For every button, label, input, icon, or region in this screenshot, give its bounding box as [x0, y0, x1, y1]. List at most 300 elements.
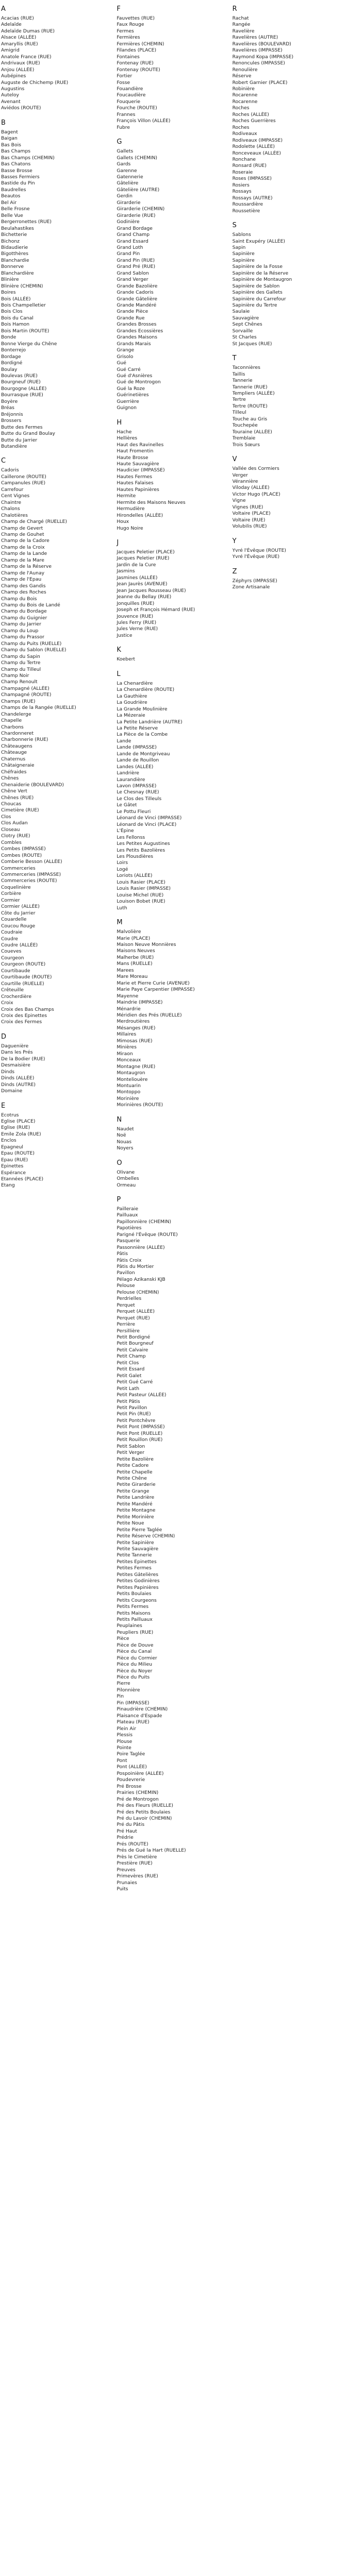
street-link[interactable]: Grande Pièce — [117, 309, 148, 315]
street-link[interactable]: Basse Brosse — [1, 167, 32, 174]
street-link[interactable]: Champ du Tilleul — [1, 666, 41, 672]
street-link[interactable]: Pièce du Canal — [117, 1649, 152, 1655]
street-link[interactable]: Grande Cadoris — [117, 290, 154, 296]
street-link[interactable]: Gué Carré — [117, 366, 141, 372]
street-link[interactable]: Bois Martin (ROUTE) — [1, 328, 49, 334]
street-link[interactable]: Charbonnerie (RUE) — [1, 737, 48, 743]
street-link[interactable]: Petit Lath — [117, 1385, 140, 1392]
street-link[interactable]: Anatole France (RUE) — [1, 54, 52, 60]
street-link[interactable]: Pailluaux — [117, 1212, 138, 1218]
street-link[interactable]: Commerceries — [1, 865, 36, 871]
street-link[interactable]: Gué de Montrogon — [117, 379, 161, 385]
street-link[interactable]: Marie Paye Carpentier (IMPASSE) — [117, 987, 195, 993]
street-link[interactable]: Champ de Gouhet — [1, 531, 44, 537]
street-link[interactable]: La Pièce de la Combe — [117, 732, 168, 738]
street-link[interactable]: Champ du Jarrier — [1, 621, 41, 628]
street-link[interactable]: Petit Bourgneuf — [117, 1341, 154, 1347]
street-link[interactable]: Jonquilles (RUE) — [117, 600, 155, 606]
street-link[interactable]: Vignes (RUE) — [232, 504, 263, 510]
street-link[interactable]: Bourgogne (ALLÉE) — [1, 385, 47, 392]
street-link[interactable]: Jules Ferry (RUE) — [117, 619, 157, 625]
street-link[interactable]: Montuarin — [117, 1082, 141, 1089]
street-link[interactable]: Fontaines — [117, 54, 140, 60]
street-link[interactable]: Aubépines — [1, 73, 26, 79]
street-link[interactable]: Baudrelles — [1, 187, 26, 193]
street-link[interactable]: Bonterrejo — [1, 347, 26, 353]
street-link[interactable]: Primevères (RUE) — [117, 1873, 158, 1879]
street-link[interactable]: Champ du Bordage — [1, 608, 47, 615]
street-link[interactable]: Pilonnière — [117, 1687, 140, 1693]
street-link[interactable]: Petit Pasteur (ALLÉE) — [117, 1392, 167, 1398]
street-link[interactable]: Preuves — [117, 1867, 136, 1873]
street-link[interactable]: Guérinetières — [117, 392, 149, 398]
street-link[interactable]: Perquet — [117, 1302, 135, 1308]
street-link[interactable]: Champ du Sapin — [1, 653, 40, 659]
street-link[interactable]: La Petite Réserve — [117, 725, 158, 731]
street-link[interactable]: Etang — [1, 1182, 15, 1189]
street-link[interactable]: Prédrie — [117, 1835, 134, 1841]
street-link[interactable]: Bourgneuf (RUE) — [1, 379, 41, 385]
street-link[interactable]: La Chenardière — [117, 680, 153, 686]
street-link[interactable]: Grand Bordage — [117, 225, 153, 231]
street-link[interactable]: Marie (PLACE) — [117, 935, 151, 941]
street-link[interactable]: Petite Noue — [117, 1520, 144, 1527]
street-link[interactable]: Sapinière de la Réserve — [232, 270, 289, 276]
street-link[interactable]: Champ de la Croix — [1, 544, 45, 550]
street-link[interactable]: Coudre — [1, 936, 18, 942]
street-link[interactable]: Fontenay (ROUTE) — [117, 66, 160, 73]
street-link[interactable]: Petites Fermes — [117, 1565, 152, 1571]
street-link[interactable]: Rachat — [232, 15, 249, 21]
street-link[interactable]: Poudevrerie — [117, 1777, 145, 1783]
street-link[interactable]: Petite Sauvagière — [117, 1546, 159, 1552]
street-link[interactable]: Pin (IMPASSE) — [117, 1700, 150, 1706]
street-link[interactable]: Pièce de Douve — [117, 1642, 154, 1648]
street-link[interactable]: Roches — [232, 124, 250, 130]
street-link[interactable]: Touchepée — [232, 422, 258, 429]
street-link[interactable]: Gué d'Asnières — [117, 373, 153, 379]
street-link[interactable]: Bergerronettes (RUE) — [1, 219, 52, 225]
street-link[interactable]: Bois (ALLÉE) — [1, 296, 31, 302]
street-link[interactable]: Courgeon — [1, 955, 24, 961]
street-link[interactable]: Champs (RUE) — [1, 698, 36, 704]
street-link[interactable]: Jacques Peletier (RUE) — [117, 555, 170, 562]
street-link[interactable]: Butandière — [1, 444, 27, 449]
street-link[interactable]: Champ Renoult — [1, 679, 38, 685]
street-link[interactable]: Ronsard (RUE) — [232, 163, 267, 169]
street-link[interactable]: Prunaies — [117, 1879, 137, 1886]
street-link[interactable]: Beautos — [1, 193, 21, 199]
street-link[interactable]: Renoncules (IMPASSE) — [232, 60, 285, 66]
street-link[interactable]: Petite Sapinière — [117, 1539, 154, 1546]
street-link[interactable]: Petits Fermes — [117, 1604, 149, 1610]
street-link[interactable]: Ecotrus — [1, 1112, 19, 1118]
street-link[interactable]: Croix des Epinettes — [1, 1012, 47, 1019]
street-link[interactable]: Chéfraides — [1, 769, 27, 775]
street-link[interactable]: Gué la Roze — [117, 385, 145, 392]
street-link[interactable]: Blanchardière — [1, 270, 34, 276]
street-link[interactable]: Montaugron — [117, 1070, 145, 1076]
street-link[interactable]: Pré Brosse — [117, 1783, 142, 1789]
street-link[interactable]: Jacques Peletier (PLACE) — [117, 549, 175, 555]
street-link[interactable]: Champ de la Réserve — [1, 564, 52, 570]
street-link[interactable]: Voltaire (PLACE) — [232, 511, 271, 517]
street-link[interactable]: Bas Chatons — [1, 161, 31, 167]
street-link[interactable]: Courtibaude (ROUTE) — [1, 974, 52, 980]
street-link[interactable]: Maison Neuve Monnières — [117, 942, 176, 947]
street-link[interactable]: Champ de Chargé (RUELLE) — [1, 519, 67, 525]
street-link[interactable]: Jasmins — [117, 568, 135, 574]
street-link[interactable]: Haut Fromentin — [117, 448, 154, 454]
street-link[interactable]: Champ de la Cadore — [1, 538, 49, 544]
street-link[interactable]: Champagné (ROUTE) — [1, 692, 52, 698]
street-link[interactable]: Parigné l'Évêque (ROUTE) — [117, 1231, 178, 1238]
street-link[interactable]: Zéphyrs (IMPASSE) — [232, 578, 277, 584]
street-link[interactable]: Petit Galet — [117, 1372, 142, 1379]
street-link[interactable]: Champ des Gandis — [1, 583, 46, 589]
street-link[interactable]: Ronchane — [232, 156, 256, 162]
street-link[interactable]: Les Petits Bazolières — [117, 847, 165, 853]
street-link[interactable]: Tannerie — [232, 378, 253, 384]
street-link[interactable]: Fouquerie — [117, 98, 141, 105]
street-link[interactable]: Chapelle — [1, 718, 22, 724]
street-link[interactable]: Ménardrie — [117, 1006, 141, 1012]
street-link[interactable]: Champ des Roches — [1, 589, 46, 596]
street-link[interactable]: Papillonnière (CHEMIN) — [117, 1218, 172, 1225]
street-link[interactable]: Pâtis — [117, 1251, 128, 1257]
street-link[interactable]: Filandes (PLACE) — [117, 47, 157, 54]
street-link[interactable]: Pont — [117, 1757, 127, 1764]
street-link[interactable]: Bordigné — [1, 360, 23, 366]
street-link[interactable]: Koebert — [117, 656, 136, 663]
street-link[interactable]: Augustins — [1, 86, 25, 92]
street-link[interactable]: Prés (ROUTE) — [117, 1841, 148, 1847]
street-link[interactable]: Loirs — [117, 860, 128, 866]
street-link[interactable]: Fontenay (RUE) — [117, 60, 154, 66]
street-link[interactable]: Beulahastikes — [1, 225, 34, 231]
street-link[interactable]: Charbons — [1, 724, 24, 730]
street-link[interactable]: Grands Marais — [117, 341, 151, 347]
street-link[interactable]: Houx — [117, 519, 129, 525]
street-link[interactable]: Morinière — [117, 1095, 139, 1101]
street-link[interactable]: Petits Boulaies — [117, 1591, 152, 1597]
street-link[interactable]: Plaisance d'Espade — [117, 1713, 162, 1719]
street-link[interactable]: Renoulière — [232, 66, 258, 73]
street-link[interactable]: Tertre (ROUTE) — [232, 403, 268, 409]
street-link[interactable]: Closeau — [1, 826, 20, 833]
street-link[interactable]: Butte du Grand Boulay — [1, 431, 55, 437]
street-link[interactable]: Olivane — [117, 1169, 135, 1175]
street-link[interactable]: Prés de Gué la Hart (RUELLE) — [117, 1848, 186, 1854]
street-link[interactable]: Petites Gâtelières — [117, 1571, 159, 1578]
street-link[interactable]: Robinière — [232, 86, 255, 92]
street-link[interactable]: Faux Rouge — [117, 22, 144, 28]
street-link[interactable]: Coueves — [1, 948, 22, 955]
street-link[interactable]: Pasquerie — [117, 1238, 140, 1244]
street-link[interactable]: Champ du Prassor — [1, 634, 44, 640]
street-link[interactable]: Vallée des Cormiers — [232, 466, 279, 472]
street-link[interactable]: Champ du Puits (RUELLE) — [1, 640, 62, 647]
street-link[interactable]: Louis Rasier (IMPASSE) — [117, 886, 171, 892]
street-link[interactable]: Couardelle — [1, 917, 27, 923]
street-link[interactable]: Près le Cimetière — [117, 1854, 157, 1860]
street-link[interactable]: Girarderie — [117, 199, 141, 206]
street-link[interactable]: Chaintre — [1, 499, 22, 505]
street-link[interactable]: Morinières (ROUTE) — [117, 1102, 163, 1108]
street-link[interactable]: De la Bodier (RUE) — [1, 1056, 45, 1062]
street-link[interactable]: Champ du Tertre — [1, 660, 41, 666]
street-link[interactable]: Sapinière — [232, 257, 255, 263]
street-link[interactable]: Haute Sauvagière — [117, 461, 159, 467]
street-link[interactable]: Perrière — [117, 1321, 136, 1328]
street-link[interactable]: Zone Artisanale — [232, 584, 270, 590]
street-link[interactable]: Lande de Rouillon — [117, 757, 159, 764]
street-link[interactable]: Millaires — [117, 1031, 137, 1038]
street-link[interactable]: Petite Montagne — [117, 1507, 156, 1514]
street-link[interactable]: Pierre — [117, 1681, 130, 1687]
street-link[interactable]: Pré du Pâtis — [117, 1822, 145, 1828]
street-link[interactable]: Adelaïde Dumas (RUE) — [1, 28, 55, 34]
street-link[interactable]: Bonnerve — [1, 264, 24, 270]
street-link[interactable]: Grange — [117, 347, 135, 353]
street-link[interactable]: Petite Chêne — [117, 1475, 147, 1481]
street-link[interactable]: Bois Hamon — [1, 321, 30, 328]
street-link[interactable]: Minières — [117, 1044, 137, 1050]
street-link[interactable]: Croix des Fermes — [1, 1019, 42, 1025]
street-link[interactable]: Chenaiderie (BOULEVARD) — [1, 782, 64, 788]
street-link[interactable]: Bois Champelletier — [1, 302, 46, 309]
street-link[interactable]: Haut des Ravinelles — [117, 442, 164, 448]
street-link[interactable]: Jules Verne (RUE) — [117, 626, 158, 632]
street-link[interactable]: Petit Pont (RUELLE) — [117, 1430, 163, 1436]
street-link[interactable]: Champ du Bois — [1, 596, 37, 602]
street-link[interactable]: Sapinière du Carrefour — [232, 296, 286, 302]
street-link[interactable]: Epau (ROUTE) — [1, 1150, 35, 1157]
street-link[interactable]: Bichetterie — [1, 232, 27, 238]
street-link[interactable]: Haudicier (IMPASSE) — [117, 467, 165, 473]
street-link[interactable]: Petite Girarderie — [117, 1482, 156, 1488]
street-link[interactable]: Pré Haut — [117, 1828, 137, 1834]
street-link[interactable]: Luth — [117, 905, 127, 911]
street-link[interactable]: Sapinière — [232, 251, 255, 257]
street-link[interactable]: Bichonz — [1, 238, 20, 244]
street-link[interactable]: Bidaudierie — [1, 244, 28, 250]
street-link[interactable]: Puits — [117, 1886, 128, 1892]
street-link[interactable]: Tremblaie — [232, 435, 256, 442]
street-link[interactable]: Dinds (ALLÉE) — [1, 1075, 35, 1081]
street-link[interactable]: Petit Pavillon — [117, 1405, 147, 1411]
street-link[interactable]: Champ de l'Aunay — [1, 570, 45, 576]
street-link[interactable]: Combles — [1, 839, 22, 845]
street-link[interactable]: Pré du Lavoir (CHEMIN) — [117, 1816, 172, 1821]
street-link[interactable]: Vigne — [232, 498, 246, 504]
street-link[interactable]: Petite Tannerie — [117, 1552, 152, 1558]
street-link[interactable]: Petits Pailluaux — [117, 1616, 153, 1622]
street-link[interactable]: Bourrasque (RUE) — [1, 392, 43, 398]
street-link[interactable]: Champ Noir — [1, 672, 29, 679]
street-link[interactable]: Comberie Besson (ALLÉE) — [1, 859, 62, 865]
street-link[interactable]: Rodolette (ALLÉE) — [232, 144, 275, 150]
street-link[interactable]: La Goudrière — [117, 700, 147, 706]
street-link[interactable]: Eglise (PLACE) — [1, 1118, 36, 1124]
street-link[interactable]: Foucaudière — [117, 92, 146, 98]
street-link[interactable]: Lavon (IMPASSE) — [117, 783, 157, 789]
street-link[interactable]: Belle Vue — [1, 212, 23, 218]
street-link[interactable]: Courtibaude — [1, 968, 30, 974]
street-link[interactable]: Hautes Fermes — [117, 473, 153, 480]
street-link[interactable]: Pointe — [117, 1745, 131, 1751]
street-link[interactable]: Crocherdière — [1, 993, 32, 999]
street-link[interactable]: Chardonneret — [1, 731, 34, 737]
street-link[interactable]: Petit Calvaire — [117, 1347, 148, 1353]
street-link[interactable]: Amaryllis (RUE) — [1, 41, 38, 47]
street-link[interactable]: Montagne (RUE) — [117, 1063, 156, 1070]
street-link[interactable]: Sapinière de Sablon — [232, 283, 280, 289]
street-link[interactable]: Croix des Bas Champs — [1, 1006, 54, 1012]
street-link[interactable]: Roses (IMPASSE) — [232, 176, 272, 182]
street-link[interactable]: Pinaudrière (CHEMIN) — [117, 1706, 168, 1713]
street-link[interactable]: Jardin de la Cure — [117, 562, 156, 568]
street-link[interactable]: Pin — [117, 1693, 124, 1700]
street-link[interactable]: Commerceries (ROUTE) — [1, 878, 57, 884]
street-link[interactable]: Maisons Neuves — [117, 948, 155, 954]
street-link[interactable]: Petites Papinières — [117, 1584, 159, 1590]
street-link[interactable]: Grand Sablon — [117, 270, 149, 276]
street-link[interactable]: Perquet (RUE) — [117, 1315, 150, 1321]
street-link[interactable]: Hermudière — [117, 506, 145, 512]
street-link[interactable]: Frannes — [117, 111, 136, 117]
street-link[interactable]: Yvré l'Évêque (ROUTE) — [232, 547, 286, 553]
street-link[interactable]: Naudet — [117, 1126, 134, 1132]
street-link[interactable]: La Grande Moulinière — [117, 706, 168, 712]
street-link[interactable]: Sapinière des Gallets — [232, 290, 283, 296]
street-link[interactable]: Bas Champs — [1, 148, 31, 155]
street-link[interactable]: Girarderie (RUE) — [117, 212, 156, 218]
street-link[interactable]: Sapinière du Tertre — [232, 302, 277, 309]
street-link[interactable]: Ombelles — [117, 1176, 139, 1182]
street-link[interactable]: Petit Clos — [117, 1360, 139, 1366]
street-link[interactable]: La Petite Landrière (AUTRE) — [117, 719, 183, 725]
street-link[interactable]: Boulay — [1, 366, 18, 372]
street-link[interactable]: Réserve — [232, 73, 252, 79]
street-link[interactable]: Champ de la Lande — [1, 551, 47, 557]
street-link[interactable]: Pièce du Milieu — [117, 1662, 153, 1668]
street-link[interactable]: Eglise (RUE) — [1, 1125, 30, 1131]
street-link[interactable]: Butte du Jarrier — [1, 437, 38, 443]
street-link[interactable]: Champ du Guignier — [1, 615, 47, 621]
street-link[interactable]: Petit Pin (RUE) — [117, 1411, 151, 1417]
street-link[interactable]: Petit Pont (IMPASSE) — [117, 1424, 165, 1430]
street-link[interactable]: Nouas — [117, 1139, 132, 1145]
street-link[interactable]: Malherbe (RUE) — [117, 954, 154, 960]
street-link[interactable]: Pièce du Noyer — [117, 1668, 153, 1674]
street-link[interactable]: Belle Frosne — [1, 206, 30, 212]
street-link[interactable]: Champ de l'Epau — [1, 577, 42, 583]
street-link[interactable]: Touraine (ALLÉE) — [232, 429, 272, 435]
street-link[interactable]: François Villon (ALLÉE) — [117, 118, 171, 124]
street-link[interactable]: Mans (RUELLE) — [117, 961, 153, 967]
street-link[interactable]: Hautes Falaises — [117, 480, 154, 486]
street-link[interactable]: Saint Exupéry (ALLÉE) — [232, 238, 286, 244]
street-link[interactable]: Sapinière de Montaugron — [232, 277, 292, 283]
street-link[interactable]: Sablons — [232, 232, 251, 238]
street-link[interactable]: Hirondelles (ALLÉE) — [117, 512, 163, 518]
street-link[interactable]: Bel Air — [1, 199, 17, 206]
street-link[interactable]: Peuplaines — [117, 1623, 142, 1629]
street-link[interactable]: Rossays — [232, 189, 252, 195]
street-link[interactable]: Mayenne — [117, 993, 139, 999]
street-link[interactable]: La Gauthière — [117, 693, 147, 699]
street-link[interactable]: Bagent — [1, 129, 18, 135]
street-link[interactable]: Robert Garnier (PLACE) — [232, 79, 288, 86]
street-link[interactable]: Landrière — [117, 770, 139, 776]
street-link[interactable]: Ormeau — [117, 1182, 136, 1188]
street-link[interactable]: Champ du Sablon (RUELLE) — [1, 647, 67, 653]
street-link[interactable]: Petite Réserve (CHEMIN) — [117, 1533, 175, 1539]
street-link[interactable]: Petit Gué Carré — [117, 1379, 153, 1385]
street-link[interactable]: Roches Guerrières — [232, 118, 276, 124]
street-link[interactable]: Epau (RUE) — [1, 1157, 28, 1163]
street-link[interactable]: Haute Brosse — [117, 454, 148, 461]
street-link[interactable]: Grisolo — [117, 353, 134, 360]
street-link[interactable]: Voltaire (RUE) — [232, 517, 266, 523]
street-link[interactable]: Plessis — [117, 1732, 132, 1738]
street-link[interactable]: Garenne — [117, 167, 137, 174]
street-link[interactable]: Rosiers — [232, 182, 250, 188]
street-link[interactable]: Roches (ALLÉE) — [232, 111, 269, 117]
street-link[interactable]: Châteauge — [1, 750, 27, 756]
street-link[interactable]: Bigotthères — [1, 251, 29, 257]
street-link[interactable]: Perdrielles — [117, 1296, 142, 1302]
street-link[interactable]: Miraon — [117, 1050, 133, 1057]
street-link[interactable]: Domaine — [1, 1088, 23, 1094]
street-link[interactable]: Mésanges (RUE) — [117, 1025, 156, 1031]
street-link[interactable]: Les Petites Augustines — [117, 841, 170, 847]
street-link[interactable]: Cadoris — [1, 467, 19, 473]
street-link[interactable]: Sorvaille — [232, 328, 253, 334]
street-link[interactable]: Cent Vignes — [1, 493, 30, 499]
street-link[interactable]: Loriots (ALLÉE) — [117, 873, 153, 879]
street-link[interactable]: Laurandière — [117, 776, 145, 783]
street-link[interactable]: Petite Mandéré — [117, 1501, 153, 1507]
street-link[interactable]: Pâtis du Mortier — [117, 1264, 154, 1270]
street-link[interactable]: Grandes Maisons — [117, 334, 157, 341]
street-link[interactable]: Landes (ALLÉE) — [117, 764, 154, 770]
street-link[interactable]: Petit Essard — [117, 1366, 145, 1372]
street-link[interactable]: Fermières — [117, 35, 140, 41]
street-link[interactable]: Corbière — [1, 891, 22, 897]
street-link[interactable]: Tertre — [232, 397, 246, 403]
street-link[interactable]: La Chenardière (ROUTE) — [117, 687, 175, 693]
street-link[interactable]: Les Plousdières — [117, 854, 154, 860]
street-link[interactable]: Emile Zola (RUE) — [1, 1131, 41, 1137]
street-link[interactable]: Amigrid — [1, 47, 20, 54]
street-link[interactable]: Justice — [117, 632, 132, 638]
street-link[interactable]: Girarderie (CHEMIN) — [117, 206, 165, 212]
street-link[interactable]: Les Fellonss — [117, 834, 145, 840]
street-link[interactable]: Grande Rue — [117, 315, 145, 321]
street-link[interactable]: Bonde — [1, 334, 16, 341]
street-link[interactable]: Bonne Vierge du Chêne — [1, 341, 57, 347]
street-link[interactable]: Gallets (CHEMIN) — [117, 155, 157, 161]
street-link[interactable]: Bois du Canal — [1, 315, 34, 321]
street-link[interactable]: Lande — [117, 738, 131, 744]
street-link[interactable]: Taillis — [232, 371, 245, 377]
street-link[interactable]: Pélago Azikanski KJB — [117, 1276, 165, 1282]
street-link[interactable]: Petite Grange — [117, 1488, 150, 1494]
street-link[interactable]: Desmaisière — [1, 1062, 30, 1069]
street-link[interactable]: Pré de Montrogon — [117, 1796, 159, 1802]
